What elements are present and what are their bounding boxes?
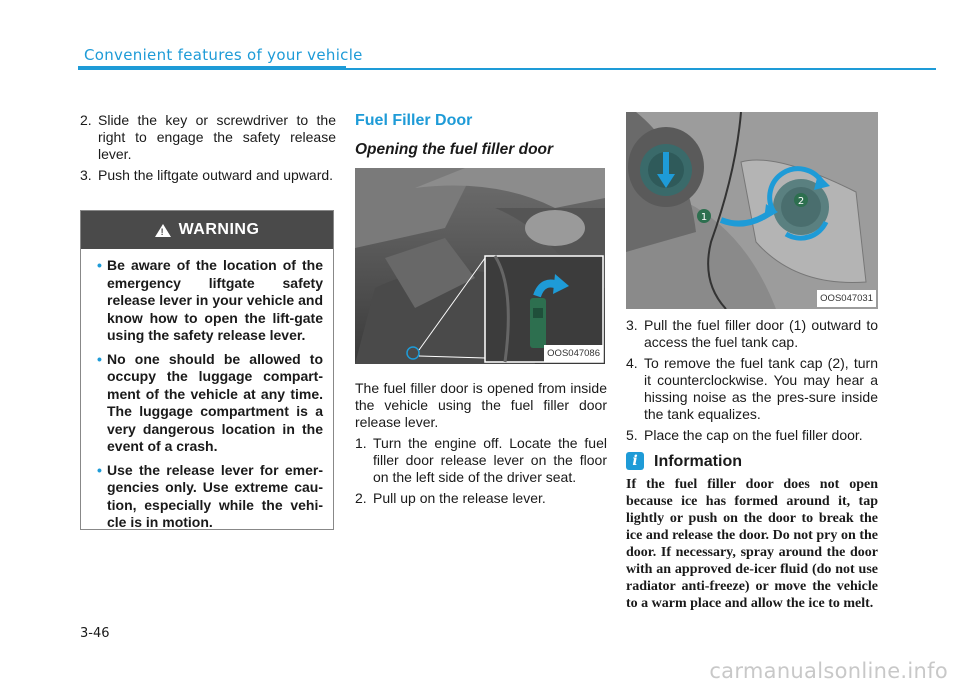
step-number: 3. [626, 317, 638, 333]
bullet-icon: • [97, 350, 102, 367]
step-text: Push the liftgate outward and upward. [98, 167, 334, 183]
header-rule [78, 66, 936, 71]
warning-text: No one should be allowed to occupy the luggage compart-ment of the vehicle at any time. The luggage compartment is a very dangerous location in the event of a crash. [107, 350, 323, 454]
bullet-icon: • [97, 257, 102, 273]
step-item [80, 167, 336, 184]
fuel-cap-photo [626, 112, 878, 309]
step-number: 5. [626, 427, 638, 443]
warning-list [81, 249, 333, 532]
interior-illustration [355, 168, 605, 364]
callout-2: 2 [797, 196, 805, 207]
column-middle [355, 112, 607, 511]
step-number: 1. [355, 435, 367, 451]
step-text: To remove the fuel tank cap (2), turn it counterclockwise. You may hear a hissing noise as the pres-sure inside the tank equalizes. [644, 355, 878, 422]
fuel-door-illustration [626, 112, 878, 309]
step-text: Slide the key or screwdriver to the right to engage the safety release lever. [98, 112, 336, 162]
warning-triangle-icon: ! [155, 224, 171, 237]
watermark: carmanualsonline.info [709, 659, 948, 683]
step-item [626, 317, 878, 351]
section-title: Fuel Filler Door [355, 112, 473, 129]
column-left [80, 112, 336, 188]
information-title: Information [654, 452, 742, 470]
intro-paragraph: The fuel filler door is opened from inside the vehicle using the fuel filler door release lever. [355, 380, 607, 430]
warning-text: Use the release lever for emer-gencies only. Use extreme cau-tion, especially while the vehi-cle is in motion. [107, 461, 323, 530]
page-header-title: Convenient features of your vehicle [84, 46, 363, 64]
step-number: 2. [355, 490, 367, 506]
warning-text: Be aware of the location of the emergency liftgate safety release lever in your vehicle and know how to open the lift-gate using the safety release lever. [107, 257, 323, 343]
step-item [626, 427, 878, 444]
step-item [80, 112, 336, 163]
step-number: 2. [80, 112, 92, 128]
step-text: Pull the fuel filler door (1) outward to access the fuel tank cap. [644, 317, 878, 350]
info-icon: i [626, 452, 644, 470]
step-number: 4. [626, 355, 638, 371]
step-item [355, 435, 607, 486]
callout-1: 1 [700, 212, 708, 223]
step-text: Pull up on the release lever. [373, 490, 546, 506]
page-number: 3-46 [80, 626, 110, 641]
release-lever-photo [355, 168, 605, 364]
warning-item [97, 462, 323, 532]
sub-title: Opening the fuel filler door [355, 141, 554, 158]
step-text: Place the cap on the fuel filler door. [644, 427, 863, 443]
photo-code: OOS047086 [544, 345, 603, 362]
information-text: If the fuel filler door does not open because ice has formed around it, tap lightly or push on the door to break the ice and release the door. Do not pry on the door. If necessary, spray around the door with an approved de-icer fluid (do not use radiator anti-freeze) or move the vehicle to a warm place and allow the ice to melt. [626, 477, 878, 611]
step-text: Turn the engine off. Locate the fuel filler door release lever on the floor on the left side of the driver seat. [373, 435, 607, 485]
warning-item [97, 351, 323, 456]
bullet-icon: • [97, 461, 102, 478]
step-item [355, 490, 607, 507]
photo-code: OOS047031 [817, 290, 876, 307]
warning-header [81, 211, 333, 249]
warning-box [80, 210, 334, 530]
warning-title: WARNING [178, 221, 260, 238]
warning-item [97, 257, 323, 345]
step-number: 3. [80, 167, 92, 183]
column-right [626, 112, 878, 612]
step-item [626, 355, 878, 423]
information-header [626, 452, 878, 470]
